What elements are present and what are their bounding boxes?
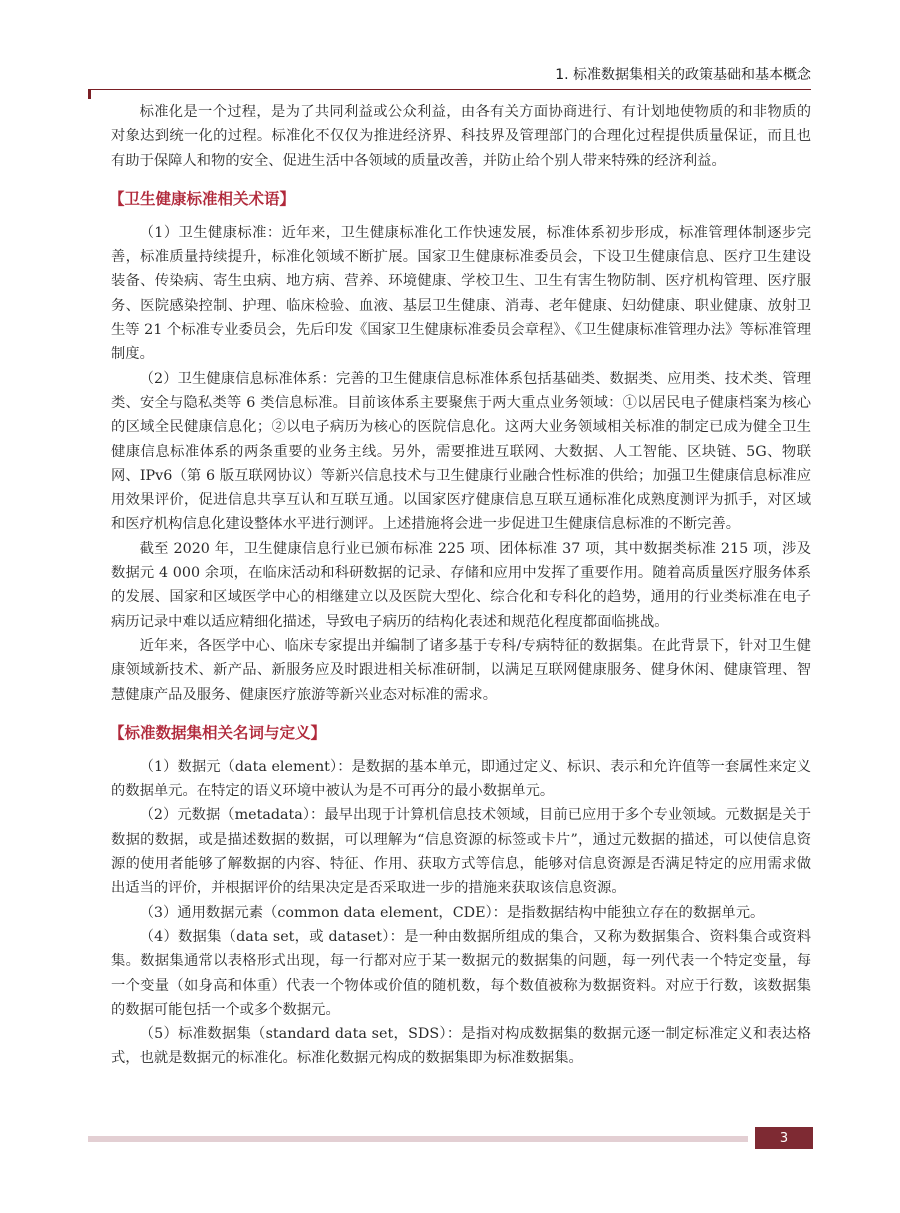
footer-bar — [88, 1136, 748, 1142]
page-number-badge — [755, 1127, 813, 1149]
section-heading-text: 卫生健康标准相关术语 — [124, 189, 280, 208]
section-heading-open-bracket: 【 — [109, 189, 125, 208]
paragraph: （4）数据集（data set，或 dataset）：是一种由数据所组成的集合，又称为数据集合、资料集合或资料集。数据集通常以表格形式出现，每一行都对应于某一数据元的数据集的问题，每一列代表一个特定变量，每一个变量（如身高和体重）代表一个物体或价值的随机数，每个数值被称为数据资料。对应于行数，该数据集的数据可能包括一个或多个数据元。 — [111, 928, 811, 1018]
section-heading-health-terms — [109, 187, 811, 211]
paragraph: 近年来，各医学中心、临床专家提出并编制了诸多基于专科/专病特征的数据集。在此背景下，针对卫生健康领域新技术、新产品、新服务应及时跟进相关标准研制，以满足互联网健康服务、健身休闲、健康管理、智慧健康产品及服务、健康医疗旅游等新兴业态对标准的需求。 — [111, 637, 811, 703]
paragraph: （1）数据元（data element）：是数据的基本单元，即通过定义、标识、表示和允许值等一套属性来定义的数据单元。在特定的语义环境中被认为是不可再分的最小数据单元。 — [111, 758, 811, 800]
paragraph: （3）通用数据元素（common data element，CDE）：是指数据结构中能独立存在的数据单元。 — [139, 904, 765, 921]
section-heading-open-bracket: 【 — [109, 723, 125, 742]
section-heading-text: 标准数据集相关名词与定义 — [124, 723, 311, 742]
paragraph: （1）卫生健康标准：近年来，卫生健康标准化工作快速发展，标准体系初步形成，标准管理体制逐步完善，标准质量持续提升，标准化领域不断扩展。国家卫生健康标准委员会，下设卫生健康信息、医疗卫生建设装备、传染病、寄生虫病、地方病、营养、环境健康、学校卫生、卫生有害生物防制、医疗机构管理、医疗服务、医院感染控制、护理、临床检验、血液、基层卫生健康、消毒、老年健康、妇幼健康、职业健康、放射卫生等 21 个标准专业委员会，先后印发《国家卫生健康标准委员会章程》、《卫生健康标准管理办法》等标准管理制度。 — [111, 224, 811, 363]
header-rule — [88, 89, 811, 90]
page-number: 3 — [779, 1130, 789, 1146]
header-rule-tick — [88, 89, 91, 99]
section-heading-close-bracket: 】 — [310, 723, 327, 742]
paragraph: 截至 2020 年，卫生健康信息行业已颁布标准 225 项、团体标准 37 项，其中数据类标准 215 项，涉及数据元 4 000 余项，在临床活动和科研数据的记录、存储和应用中发挥了重要作用。随着高质量医疗服务体系的发展、国家和区域医学中心的相继建立以及医院大型化、综合化和专科化的趋势，通用的行业类标准在电子病历记录中难以适应精细化描述，导致电子病历的结构化表述和规范化程度都面临挑战。 — [111, 540, 811, 630]
paragraph: （5）标准数据集（standard data set，SDS）：是指对构成数据集的数据元逐一制定标准定义和表达格式，也就是数据元的标准化。标准化数据元构成的数据集即为标准数据集。 — [111, 1026, 811, 1067]
section-heading-close-bracket: 】 — [279, 189, 296, 208]
intro-paragraph: 标准化是一个过程，是为了共同利益或公众利益，由各有关方面协商进行、有计划地使物质的和非物质的对象达到统一化的过程。标准化不仅仅为推进经济界、科技界及管理部门的合理化过程提供质量保证，而且也有助于保障人和物的安全、促进生活中各领域的质量改善，并防止给个别人带来特殊的经济利益。 — [111, 104, 811, 169]
section-heading-dataset-definitions — [109, 721, 811, 745]
paragraph: （2）元数据（metadata）：最早出现于计算机信息技术领域，目前已应用于多个专业领域。元数据是关于数据的数据，或是描述数据的数据，可以理解为“信息资源的标签或卡片”，通过元数据的描述，可以使信息资源的使用者能够了解数据的内容、特征、作用、获取方式等信息，能够对信息资源是否满足特定的应用需求做出适当的评价，并根据评价的结果决定是否采取进一步的措施来获取该信息资源。 — [111, 807, 811, 897]
paragraph: （2）卫生健康信息标准体系：完善的卫生健康信息标准体系包括基础类、数据类、应用类、技术类、管理类、安全与隐私类等 6 类信息标准。目前该体系主要聚焦于两大重点业务领域：①以居民电子健康档案为核心的区域全民健康信息化；②以电子病历为核心的医院信息化。这两大业务领域相关标准的制定已成为健全卫生健康信息标准体系的两条重要的业务主线。另外，需要推进互联网、大数据、人工智能、区块链、5G、物联网、IPv6（第 6 版互联网协议）等新兴信息技术与卫生健康行业融合性标准的供给；加强卫生健康信息标准应用效果评价，促进信息共享互认和互联互通。以国家医疗健康信息互联互通标准化成熟度测评为抓手，对区域和医疗机构信息化建设整体水平进行测评。上述措施将会进一步促进卫生健康信息标准的不断完善。 — [111, 370, 811, 533]
page-content — [111, 100, 811, 1071]
running-header-title: 1. 标准数据集相关的政策基础和基本概念 — [555, 67, 811, 83]
